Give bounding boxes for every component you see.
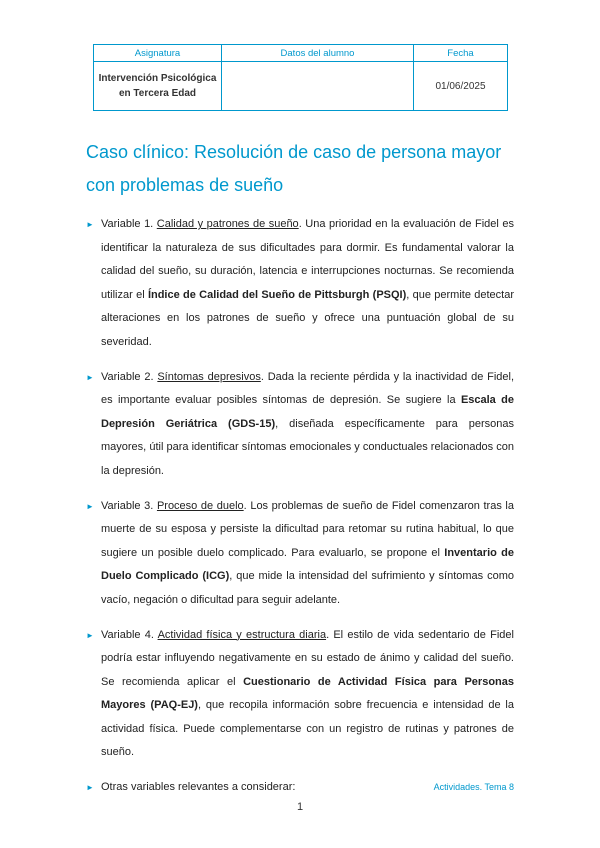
item-text-end: , que permite detectar alteraciones en los patrones de sueño y ofrece una puntuación global de su severidad. (101, 288, 514, 348)
item-text-end: , que mide la intensidad del sufrimiento y síntomas como vacío, negación o dificultad para seguir adelante. (101, 570, 514, 606)
item-prefix: Variable 1. (101, 218, 157, 230)
item-heading: Actividad física y estructura diaria (157, 628, 327, 641)
item-text-end: , diseñada específicamente para personas mayores, útil para identificar síntomas emocionales y conductuales relacionados con la depresión. (101, 417, 514, 477)
date-cell: 01/06/2025 (414, 62, 508, 111)
list-item-variable-4 (86, 624, 514, 766)
subject-line-1: Intervención Psicológica (98, 73, 217, 84)
item-instrument: Cuestionario de Actividad Física para Personas Mayores (PAQ-EJ) (101, 675, 514, 712)
item-text: . Una prioridad en la evaluación de Fidel es identificar la naturaleza de sus dificultades para dormir. Es fundamental valorar la calidad del sueño, su duración, latencia e interrupciones nocturnas. Se recomienda utilizar el (101, 218, 515, 301)
bullet-arrow-icon: ► (86, 220, 94, 229)
student-data-cell (222, 62, 414, 111)
item-heading: Calidad y patrones de sueño (156, 218, 299, 230)
header-table (93, 44, 508, 111)
student-column-header: Datos del alumno (222, 45, 414, 62)
item-instrument: Escala de Depresión Geriátrica (GDS-15) (101, 394, 514, 430)
item-text: . Dada la reciente pérdida y la inactividad de Fidel, es importante evaluar posibles síntomas de depresión. Se sugiere la (101, 370, 515, 407)
content-list (86, 213, 514, 811)
list-item-variable-2 (86, 366, 514, 484)
date-column-header: Fecha (414, 45, 508, 62)
list-item-variable-3 (86, 495, 514, 613)
item-prefix: Variable 3. (101, 499, 157, 512)
subject-column-header: Asignatura (94, 45, 222, 62)
item-text: . El estilo de vida sedentario de Fidel podría estar influyendo negativamente en su estado de ánimo y calidad del sueño. Se recomienda aplicar el (101, 628, 514, 688)
item-heading: Proceso de duelo (156, 499, 244, 512)
item-text: . Los problemas de sueño de Fidel comenzaron tras la muerte de su esposa y persiste la dificultad para retomar su rutina habitual, lo que sugiere un posible duelo complicado. Para evaluarlo, se propone el (101, 499, 514, 559)
subject-line-2: en Tercera Edad (118, 88, 197, 99)
bullet-arrow-icon: ► (86, 501, 94, 511)
subject-cell (94, 62, 222, 111)
item-prefix: Variable 2. (101, 370, 158, 383)
item-instrument: Índice de Calidad del Sueño de Pittsburgh (PSQI) (147, 288, 407, 301)
item-text-end: , que recopila información sobre frecuencia e intensidad de la actividad física. Puede complementarse con un registro de rutinas y patrones de sueño. (101, 699, 514, 759)
page-number: 1 (296, 801, 304, 813)
bullet-arrow-icon: ► (86, 372, 94, 382)
item-instrument: Inventario de Duelo Complicado (ICG) (101, 546, 514, 583)
item-text: Otras variables relevantes a considerar: (101, 781, 296, 794)
footer-label: Actividades. Tema 8 (433, 782, 514, 792)
list-item-variable-1 (86, 213, 514, 355)
item-prefix: Variable 4. (101, 628, 158, 641)
page-title: Caso clínico: Resolución de caso de persona mayor con problemas de sueño (86, 142, 502, 195)
item-heading: Síntomas depresivos (157, 370, 261, 383)
bullet-arrow-icon: ► (86, 630, 94, 640)
bullet-arrow-icon: ► (86, 783, 94, 793)
